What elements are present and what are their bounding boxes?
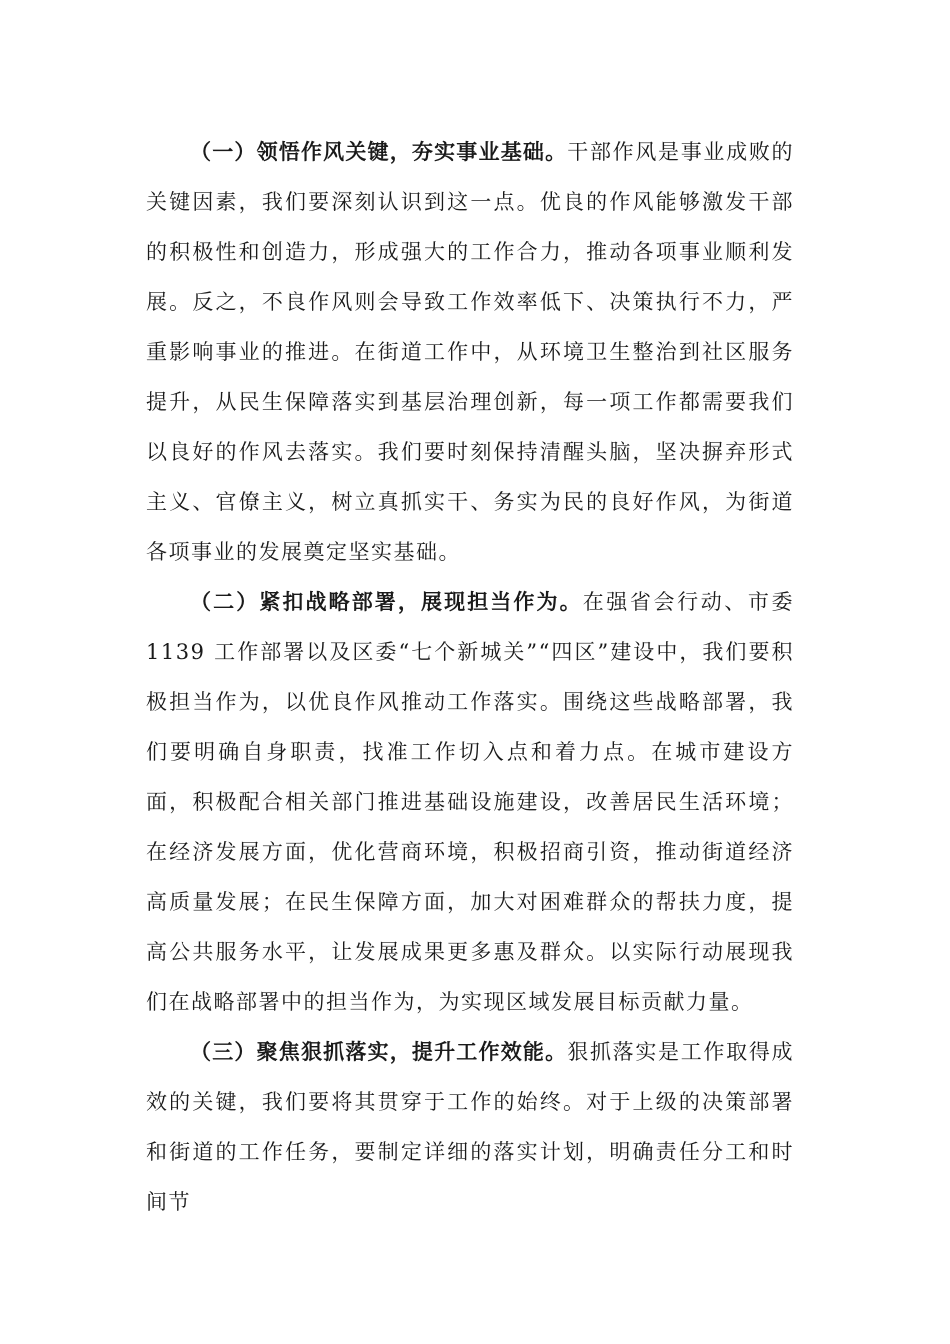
section-1-text: 干部作风是事业成败的关键因素，我们要深刻认识到这一点。优良的作风能够激发干部的积极性和创造力，形成强大的工作合力，推动各项事业顺利发展。反之，不良作风则会导致工作效率低下、决策执行不力，严重影响事业的推进。在街道工作中，从环境卫生整治到社区服务提升，从民生保障落实到基层治理创新，每一项工作都需要我们以良好的作风去落实。我们要时刻保持清醒头脑，坚决摒弃形式主义、官僚主义，树立真抓实干、务实为民的良好作风，为街道各项事业的发展奠定坚实基础。 — [146, 140, 795, 564]
section-1-paragraph — [146, 127, 794, 577]
section-3-heading: （三）聚焦狠抓落实，提升工作效能。 — [190, 1040, 568, 1064]
section-1-heading: （一）领悟作风关键，夯实事业基础。 — [190, 140, 568, 164]
section-2-text: 在强省会行动、市委1139 工作部署以及区委“七个新城关”“四区”建设中，我们要积极担当作为，以优良作风推动工作落实。围绕这些战略部署，我们要明确自身职责，找准工作切入点和着力点。在城市建设方面，积极配合相关部门推进基础设施建设，改善居民生活环境；在经济发展方面，优化营商环境，积极招商引资，推动街道经济高质量发展；在民生保障方面，加大对困难群众的帮扶力度，提高公共服务水平，让发展成果更多惠及群众。以实际行动展现我们在战略部署中的担当作为，为实现区域发展目标贡献力量。 — [146, 590, 795, 1014]
section-2-heading: （二）紧扣战略部署，展现担当作为。 — [190, 590, 583, 614]
section-3-text: 狠抓落实是工作取得成效的关键，我们要将其贯穿于工作的始终。对于上级的决策部署和街道的工作任务，要制定详细的落实计划，明确责任分工和时间节 — [146, 1040, 795, 1214]
section-2-paragraph — [146, 577, 794, 1027]
section-3-paragraph — [146, 1027, 794, 1227]
document-body — [146, 127, 794, 1227]
